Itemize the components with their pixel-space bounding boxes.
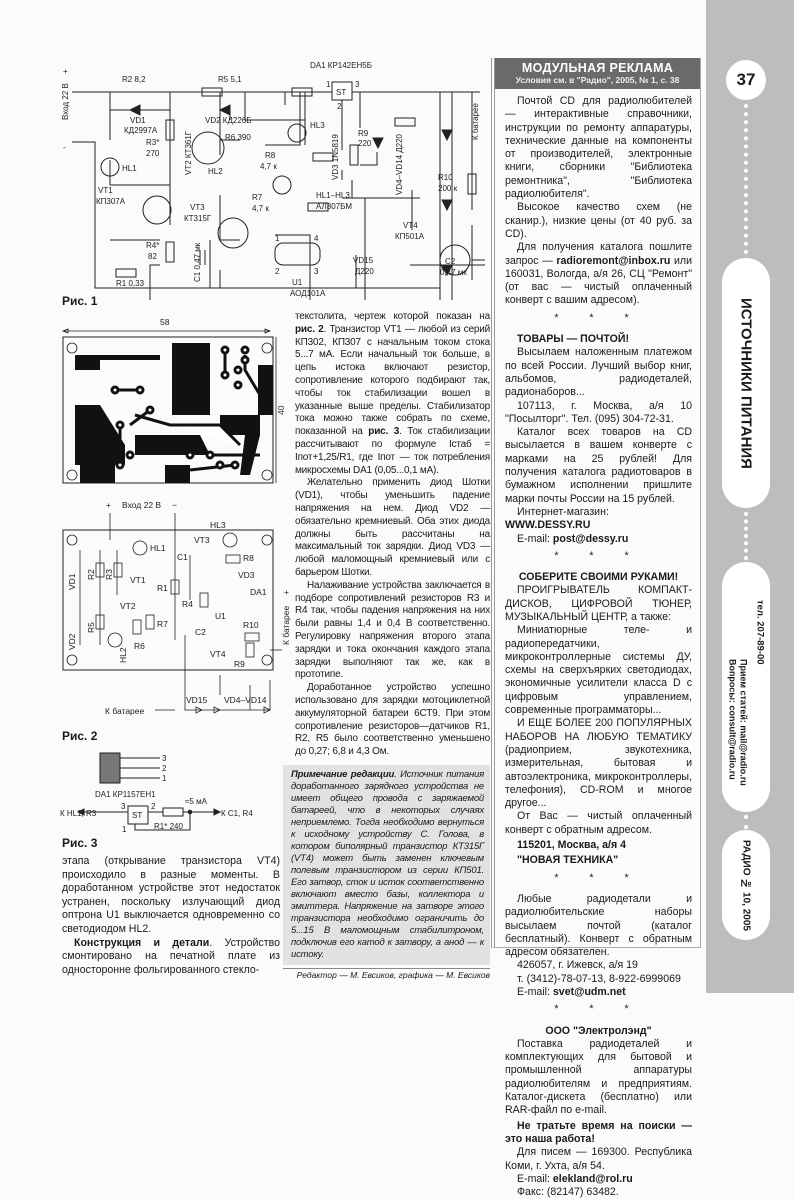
fig1-label: U1	[292, 278, 303, 287]
ad-text: Поставка радиодеталей и комплектующих для бытовой и промышленной аппаратуры радиолюбителям и предприятиям. Каталог-дискета (бесплатно) или RAR-файл по e-mail.	[505, 1037, 692, 1117]
fig2-label: HL3	[210, 520, 226, 530]
fig1-label: VT4	[403, 221, 418, 230]
page-number: 37	[726, 60, 766, 100]
figure-2-pcb	[60, 315, 293, 735]
fig1-label: АОД101А	[290, 289, 326, 298]
fig2-label: Вход 22 В	[122, 500, 162, 510]
fig1-label: R8	[265, 151, 276, 160]
ad-text: т. (3412)-78-07-13, 8-922-6999069	[517, 972, 681, 985]
separator: * * *	[554, 1003, 643, 1016]
paragraph: Желательно применить диод Шотки (VD1), чтобы уменьшить падение напряжения на нем. Диод VD2 — обязательно кремниевый. Оба этих диода должны быть рассчитаны на максимальный ток зарядки. Диод VD3 — любой маломощный кремниевый или с барьером Шотки.	[295, 477, 490, 578]
fig2-label: R7	[157, 619, 168, 629]
fig2-label: R8	[243, 553, 254, 563]
ads-column	[491, 58, 701, 1199]
fig2-label: VT3	[194, 535, 210, 545]
ad-address: "НОВАЯ ТЕХНИКА"	[517, 854, 619, 867]
fig1-label: HL2	[208, 167, 223, 176]
fig1-label: C2	[445, 257, 456, 266]
fig1-label: VD15	[353, 256, 374, 265]
pin-label: 3	[121, 802, 126, 811]
ad-posyltorg	[505, 333, 692, 546]
fig2-label: VT1	[130, 575, 146, 585]
resistor-label: R1* 240	[154, 822, 183, 831]
fig2-label: R5	[86, 622, 96, 633]
ad-text: ПРОИГРЫВАТЕЛЬ КОМПАКТ-ДИСКОВ, ЦИФРОВОЙ ТЮНЕР, МУЗЫКАЛЬНЫЙ ЦЕНТР, а также:	[505, 584, 692, 623]
ad-text: 107113, г. Москва, а/я 10 "Посылторг". Тел. (095) 304-72-31.	[505, 399, 692, 425]
paragraph	[62, 937, 280, 978]
pin-label: 1	[162, 774, 167, 783]
website-link[interactable]: WWW.DESSY.RU	[505, 519, 591, 532]
fig1-label: R10	[438, 173, 453, 182]
email-link[interactable]: svet@udm.net	[552, 986, 626, 998]
ad-text	[505, 533, 692, 546]
section-label	[722, 258, 770, 508]
fig1-label: КД2997А	[124, 126, 158, 135]
fig2-label: К батарее	[281, 605, 291, 645]
fig1-label: 3	[355, 80, 360, 89]
fig2-label: DA1	[250, 587, 267, 597]
credits: Редактор — М. Евсиков, графика — М. Евсиков	[296, 969, 490, 980]
fig2-label: R2	[86, 569, 96, 580]
text: Для получения каталога пошлите запрос —	[505, 241, 692, 267]
fig1-label: +	[63, 67, 68, 76]
fig1-label: 4	[314, 234, 319, 243]
ad-text: Для писем — 169300. Республика Коми, г. Ухта, а/я 54.	[505, 1146, 692, 1172]
contacts-emails	[727, 659, 749, 786]
ad-text: Каталог всех товаров на CD высылается в вашем конверте с марками на 25 рублей! Для получения каталога радиотоваров в бумажном исполнении пришлите марки почты России на 15 рублей.	[505, 426, 692, 505]
fig1-label: К батарее	[471, 103, 480, 140]
figure-1-schematic	[60, 50, 490, 300]
email-link[interactable]: radioremont@inbox.ru	[556, 254, 671, 267]
fig2-label: VD2	[67, 633, 77, 650]
figure-2-caption: Рис. 2	[62, 729, 98, 743]
separator: * * *	[554, 871, 643, 884]
ad-text	[505, 241, 692, 307]
fig2-label: HL2	[118, 647, 128, 663]
pin-label: 3	[162, 754, 167, 763]
figure-3-schematic	[60, 750, 280, 835]
ad-text: 426057, г. Ижевск, а/я 19	[517, 959, 638, 972]
pin-label: 1	[122, 825, 127, 834]
fig2-label: +	[106, 500, 111, 510]
fig1-label: 1	[275, 234, 280, 243]
fig2-label: К батарее	[105, 706, 145, 716]
fig2-label: VT2	[120, 601, 136, 611]
fig1-label: R3*	[146, 138, 160, 147]
fig1-label: 200 к	[438, 184, 458, 193]
fig1-label: АЛ307БМ	[316, 202, 353, 211]
email-link[interactable]: post@dessy.ru	[552, 532, 629, 545]
paragraph: Доработанное устройство успешно использовано для зарядки мотоциклетной аккумуляторной батареи 6СТ9. При этом сопротивление резисторов—датчиков R1, R2, R5 было соответственно уменьшено до 0,27; 6,8 и 4,3 Ом.	[295, 682, 490, 758]
fig1-label: 270	[146, 149, 160, 158]
fig1-label: VT3	[190, 203, 205, 212]
figure-3-caption: Рис. 3	[62, 836, 98, 850]
st-label: ST	[132, 811, 143, 820]
fig2-label: R4	[182, 599, 193, 609]
fig1-label: ST	[336, 88, 347, 97]
editorial-note	[283, 765, 490, 965]
fig1-label: C1 0,47 мк	[193, 242, 202, 282]
fig1-label: 220	[358, 139, 372, 148]
separator: * * *	[554, 311, 643, 324]
fig1-label: VD3 1N5819	[331, 134, 340, 180]
fig1-label: КП307А	[96, 197, 126, 206]
text: или 160031, Вологда, а/я 26, СЦ "Ремонт" (от вас — чистый оплаченный конверт с вашим адресом).	[505, 254, 692, 307]
fig2-label: R9	[234, 659, 245, 669]
fig1-label: 0,47 мк	[440, 268, 467, 277]
fig1-label: VD4–VD14 Д220	[395, 133, 404, 195]
label: E-mail:	[517, 1172, 553, 1185]
fig1-label: R9	[358, 129, 369, 138]
fig1-label: 4,7 к	[252, 204, 269, 213]
fig1-label: 82	[148, 252, 157, 261]
fig1-label: 1	[326, 80, 331, 89]
middle-column	[283, 311, 490, 991]
fig1-label: 2	[337, 102, 342, 111]
fig1-label: HL1	[122, 164, 137, 173]
right-label: К C1, R4	[221, 809, 253, 818]
contacts	[722, 562, 770, 812]
fig1-label: 4,7 к	[260, 162, 277, 171]
pin-label: 2	[162, 764, 167, 773]
separator: * * *	[554, 549, 643, 562]
fig2-label: C2	[195, 627, 206, 637]
section-title: ИСТОЧНИКИ ПИТАНИЯ	[737, 297, 755, 469]
fig1-label: КП501А	[395, 232, 425, 241]
ad-title: ТОВАРЫ — ПОЧТОЙ!	[517, 333, 630, 346]
ad-izhevsk	[505, 893, 692, 999]
fig2-label: VD15	[186, 695, 208, 705]
footer-divider	[283, 968, 490, 969]
fig2-label: R1	[157, 583, 168, 593]
fig1-label: Д220	[355, 267, 374, 276]
middle-column-text	[283, 311, 490, 759]
label: E-mail:	[517, 532, 553, 545]
note-title: Примечание редакции	[291, 768, 395, 780]
ad-text	[505, 1173, 692, 1186]
ad-text: Почтой CD для радиолюбителей — интерактивные справочники, инструкции по ремонту аппаратуры, технические данные на компоненты от производителей, электронные книги, сборники "Библиотека ремонтника", "Библиотека радиолюбителя".	[505, 95, 692, 201]
fig1-label: 2	[275, 267, 280, 276]
left-column-text	[62, 855, 280, 977]
ad-text: Любые радиодетали и радиолюбительские наборы высылаем почтой (каталог бесплатный). Конверт с обратным адресом обязателен.	[505, 892, 692, 959]
text: текстолита, чертеж которой показан на	[295, 311, 490, 322]
current-label: ≈5 мА	[185, 797, 207, 806]
note-text: . Источник питания доработанного зарядного устройства не имеет общего провода с заряжаемой батареей, что в некоторых случаях неприемлемо. Тогда необходимо вернуться к исходному устройству С. Голова, в котором биполярный транзистор КТ315Г (VT4) может быть заменен ключевым полевым транзистором из серии КП501. Его затвор, сток и исток соответственно включают вместо базы, коллектора и эмиттера. Напряжение на затворе этого транзистора необходимо ограничить до 5...15 В маломощным стабилитроном, подключив его катод к затвору, а анод — к истоку.	[291, 768, 484, 960]
fig1-label: КТ315Г	[184, 214, 212, 223]
fig1-label: HL3	[310, 121, 325, 130]
text: . Транзистор VT1 — любой из серий КП302, КП307 с начальным током стока 5...7 мА. Если начальный ток больше, в цепь истока включают резистор, сопротивление которого подбирают так, чтобы ток стабилизации вошел в указанные выше пределы. Стабилизатор тока можно также собрать по схеме, показанной на	[295, 323, 490, 438]
ad-slogan: Не тратьте время на поиски — это наша работа!	[505, 1119, 692, 1145]
ads-header	[495, 58, 700, 89]
ad-text: Факс: (82147) 63482.	[517, 1186, 619, 1199]
fig2-label: +	[281, 590, 291, 595]
email-questions[interactable]: Вопросы: consult@radio.ru	[727, 658, 738, 780]
dimension-height: 40	[276, 405, 286, 415]
fig1-label: R1 0,33	[116, 279, 145, 288]
email-link[interactable]: elekland@rol.ru	[552, 1172, 633, 1185]
figure-ref: рис. 3	[368, 426, 400, 438]
fig1-label: HL1–HL3	[316, 191, 350, 200]
fig1-label: R4*	[146, 241, 160, 250]
left-label: К HL1, R3	[60, 809, 97, 818]
fig1-label: VD2 КД226Б	[205, 116, 252, 125]
figure-1-caption: Рис. 1	[62, 294, 98, 308]
fig1-label: Вход 22 В	[61, 83, 70, 120]
ad-novaya-tekhnika	[505, 571, 692, 868]
phone: тел. 207-89-00	[754, 599, 766, 665]
page-sidebar	[706, 0, 794, 993]
fig1-label: VD1	[130, 116, 146, 125]
paragraph	[295, 311, 490, 477]
ad-text: Высылаем наложенным платежом по всей России. Лучший выбор книг, альбомов, радиодеталей, радионаборов...	[505, 346, 692, 399]
pin-label: 2	[151, 802, 156, 811]
figure-ref: рис. 2	[295, 323, 324, 335]
fig2-label: R6	[134, 641, 145, 651]
fig1-label: DA1 КР142ЕН5Б	[310, 61, 372, 70]
ads-title: МОДУЛЬНАЯ РЕКЛАМА	[521, 61, 674, 75]
label: E-mail:	[517, 986, 553, 998]
fig2-label: VD3	[238, 570, 255, 580]
ad-cd	[505, 95, 692, 308]
fig1-label: -	[63, 143, 66, 152]
fig2-label: R3	[104, 569, 114, 580]
fig1-label: R6 390	[225, 133, 251, 142]
ad-text: И ЕЩЕ БОЛЕЕ 200 ПОПУЛЯРНЫХ НАБОРОВ НА ЛЮБУЮ ТЕМАТИКУ (радиоприем, звукотехника, измерительная, бытовая и автоэлектроника, микроконтроллеры, телефония), CD-ROM и многое другое...	[505, 717, 692, 810]
paragraph: Налаживание устройства заключается в подборе сопротивлений резисторов R3 и R4 так, чтобы падения напряжения на них были равны 1,4 и 0,4 В соответственно. Регулировку напряжения второго этапа зарядки и тока окончания каждого этапа зарядки выполняют так же, как в прототипе.	[295, 579, 490, 681]
subheading: Конструкция и детали	[74, 936, 210, 949]
fig1-label: 3	[314, 267, 319, 276]
fig2-label: VD1	[67, 573, 77, 590]
fig1-label: VT2 КТ361Г	[184, 130, 193, 175]
ad-text: Высокое качество схем (не сканир.), низкие цены (от 40 руб. за CD).	[505, 201, 692, 240]
label: Интернет-магазин:	[517, 505, 609, 518]
ad-text: От Вас — чистый оплаченный конверт с обратным адресом.	[505, 810, 692, 836]
fig2-label: C1	[177, 552, 188, 562]
email-articles[interactable]: Прием статей: mail@radio.ru	[738, 658, 749, 786]
fig2-label: HL1	[150, 543, 166, 553]
issue: РАДИО № 10, 2005	[740, 839, 752, 931]
ad-text	[505, 506, 692, 533]
fig2-label: VT4	[210, 649, 226, 659]
chip-label: DA1 КР1157ЕН1	[95, 790, 156, 799]
dimension-width: 58	[160, 317, 170, 327]
paragraph-text: . Устройство смонтировано на печатной плате из односторонне фольгированного стекло-	[62, 936, 280, 976]
ad-text: Миниатюрные теле- и радиопередатчики, микроконтроллерные системы ДУ, схемы на сверхъярких светодиодах, экономичные усилители класса D с цифровым управлением, современные программаторы...	[505, 624, 692, 717]
paragraph: этапа (открывание транзистора VT4) происходило в разные моменты. В доработанном устройстве этот недостаток устранен, поскольку излучающий диод оптрона U1 выключается одновременно со светодиодом HL2.	[62, 855, 280, 935]
text: . Ток стабилизации рассчитывают по формуле Iстаб = Iпот+1,25/R1, где Iпот — ток потребления микросхемы DA1 (0,05...0,1 мА).	[295, 426, 490, 476]
ad-title: ООО "Электролэнд"	[545, 1024, 652, 1037]
ads-subtitle: Условия см. в "Радио", 2005, № 1, с. 38	[515, 75, 680, 85]
ad-address: 115201, Москва, а/я 4	[517, 839, 627, 852]
fig1-label: R2 8,2	[122, 75, 146, 84]
fig1-label: R5 5,1	[218, 75, 242, 84]
ad-elektrolend	[505, 1025, 692, 1199]
fig2-label: VD4–VD14	[224, 695, 267, 705]
issue-label	[722, 830, 770, 940]
fig1-label: VT1	[98, 186, 113, 195]
fig2-label: U1	[215, 611, 226, 621]
ad-title: СОБЕРИТЕ СВОИМИ РУКАМИ!	[518, 571, 679, 584]
fig2-label: R10	[243, 620, 259, 630]
fig1-label: R7	[252, 193, 263, 202]
fig2-label: −	[172, 500, 177, 510]
